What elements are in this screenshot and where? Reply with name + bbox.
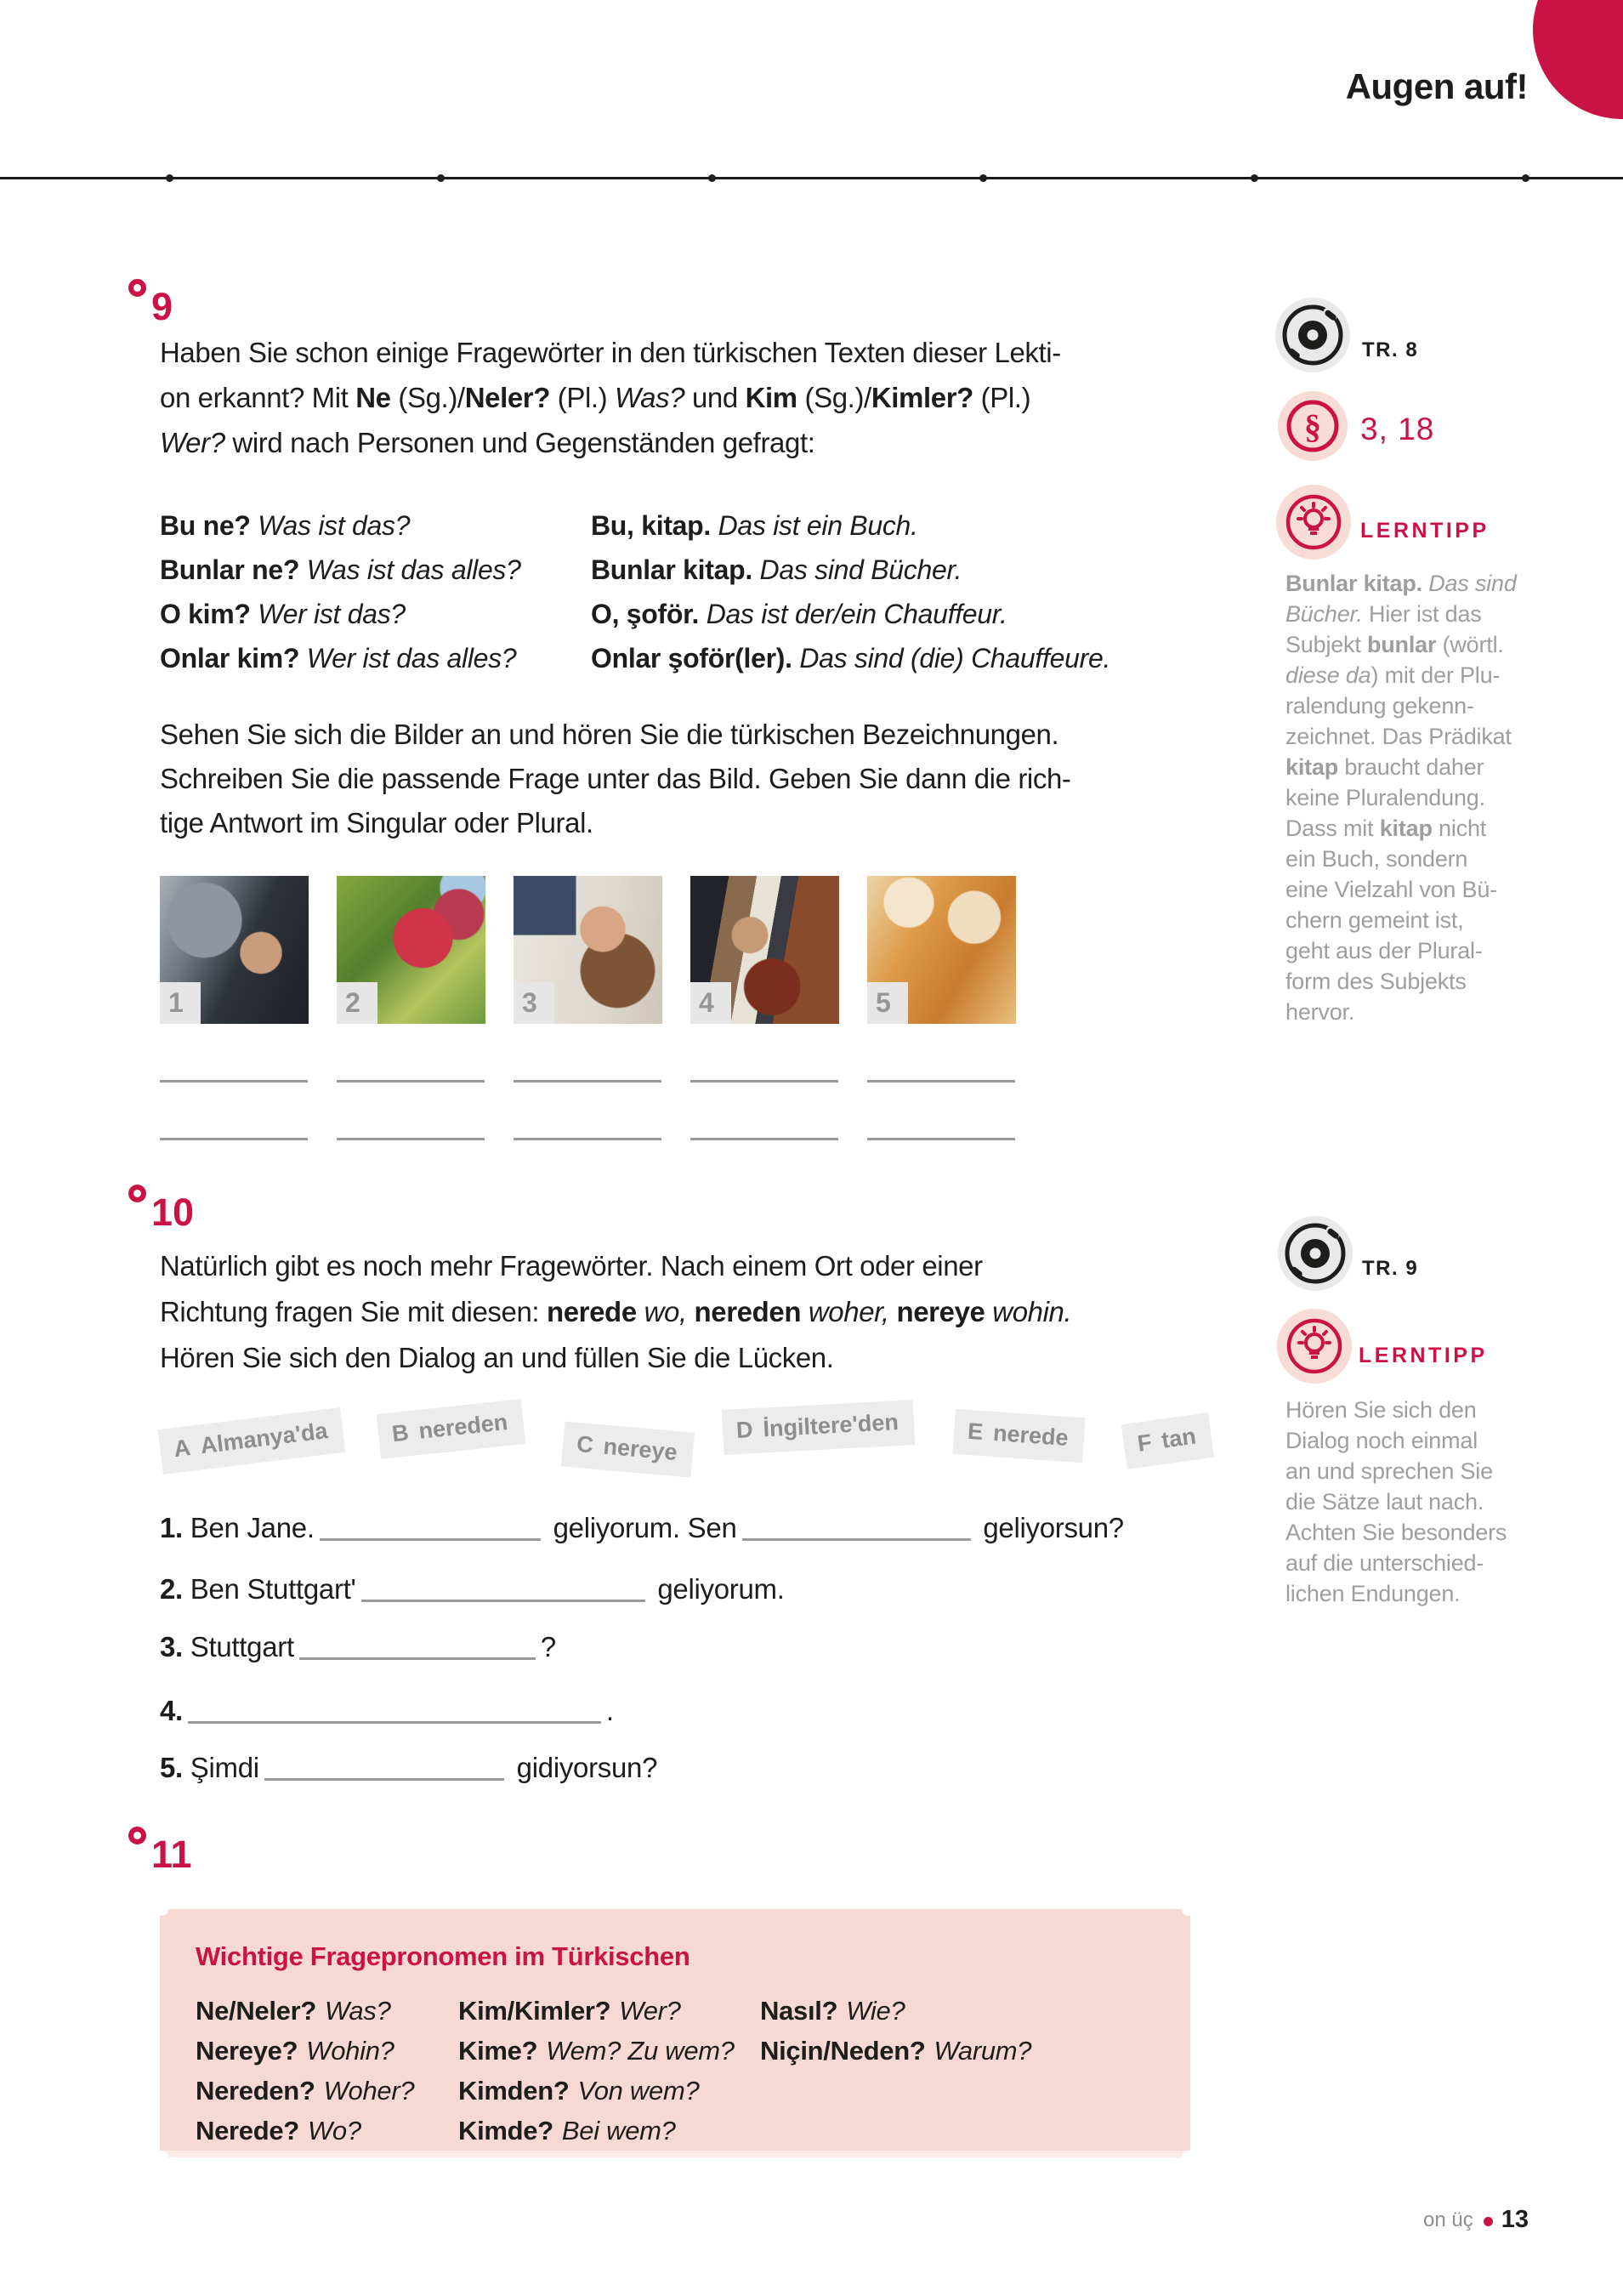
german-translation: Das sind Bücher. <box>759 554 962 585</box>
fill-in-sentence-4: 4. . <box>160 1695 614 1726</box>
turkish-question: Bu ne? <box>160 510 251 541</box>
photo-number-badge: 1 <box>160 982 201 1024</box>
pronoun-entry: Ne/Neler? Was? <box>196 1996 391 2026</box>
lerntipp-text-1: Bunlar kitap. Das sind Bücher. Hier ist das Subjekt bunlar (wörtl. diese da) mit der Plu- ralendung gekenn- zeichnet. Das Prädikat kitap braucht daher keine Pluralendung. Dass mit kitap nicht ein Buch, sondern eine Vielzahl von Bü- chern gemeint ist, geht aus der Plural- form des Subjekts hervor. <box>1285 571 1517 1025</box>
box-notch <box>155 1902 168 1916</box>
lightbulb-icon <box>1277 1309 1352 1384</box>
answer-line <box>514 1080 661 1083</box>
tile-a-almanyada <box>158 1407 346 1475</box>
footer-dot-icon <box>1484 2217 1493 2226</box>
exercise-9-instruction: Sehen Sie sich die Bilder an und hören Sie die türkischen Bezeichnungen. Schreiben Sie die passende Frage unter das Bild. Geben Sie dann die rich- tige Antwort im Singular oder Plural. <box>160 719 1071 838</box>
exercise-10-number: 10 <box>151 1191 195 1234</box>
photo-number-badge: 2 <box>337 982 377 1024</box>
rule-dot <box>166 174 173 182</box>
pronoun-column-2 <box>458 1991 735 2151</box>
tile-letter: B <box>390 1419 411 1447</box>
photo-number-badge: 3 <box>514 982 554 1024</box>
answer-line <box>337 1138 485 1140</box>
answer-line <box>867 1080 1015 1083</box>
pronoun-entry: Nasıl? Wie? <box>760 1996 905 2026</box>
pronoun-entry: Kime? Wem? Zu wem? <box>458 2036 735 2066</box>
lerntipp-text-2: Hören Sie sich den Dialog noch einmal an und sprechen Sie die Sätze laut nach. Achten Sie besonders auf die unterschied- lichen Endungen. <box>1285 1397 1507 1606</box>
pronoun-entry: Niçin/Neden? Warum? <box>760 2036 1032 2066</box>
pronoun-entry: Kimden? Von wem? <box>458 2076 700 2106</box>
german-translation: Wer ist das alles? <box>306 643 517 673</box>
photo-woman-with-headset <box>514 876 662 1024</box>
exercise-9-ring-icon <box>128 279 146 297</box>
pronoun-entry: Kim/Kimler? Wer? <box>458 1996 681 2026</box>
pronoun-column-3 <box>760 1991 1031 2071</box>
rule-dot <box>1522 174 1529 182</box>
turkish-answer: Bunlar kitap. <box>591 554 752 585</box>
audio-cd-icon <box>1278 1216 1353 1291</box>
lerntipp-label: LERNTIPP <box>1359 1344 1488 1367</box>
pronoun-entry: Nereden? Woher? <box>196 2076 415 2106</box>
paragraph-reference-icon <box>1278 391 1348 461</box>
fill-in-sentence-2: 2. Ben Stuttgart' geliyorum. <box>160 1573 785 1605</box>
svg-text:§: § <box>1304 407 1321 446</box>
turkish-answer: Onlar şoför(ler). <box>591 643 792 673</box>
photo-tea-glasses <box>867 876 1016 1024</box>
tile-letter: E <box>967 1418 985 1446</box>
tile-word: İngiltere'den <box>762 1409 899 1442</box>
info-box-title: Wichtige Fragepronomen im Türkischen <box>196 1941 690 1971</box>
german-translation: Das sind (die) Chauffeure. <box>799 643 1111 673</box>
answer-line <box>690 1080 838 1083</box>
track-8-label: TR. 8 <box>1362 338 1419 361</box>
page-number-word: on üç <box>1423 2208 1473 2231</box>
turkish-answer: O, şoför. <box>591 599 700 629</box>
german-translation: Wer ist das? <box>258 599 406 629</box>
german-translation: Was ist das alles? <box>306 554 521 585</box>
turkish-question: Onlar kim? <box>160 643 300 673</box>
turkish-question: Bunlar ne? <box>160 554 300 585</box>
answer-lines-row-2 <box>160 1138 1015 1140</box>
photo-number-badge: 5 <box>867 982 908 1024</box>
page-footer <box>1423 2206 1529 2234</box>
turkish-answer: Bu, kitap. <box>591 510 712 541</box>
rule-dot <box>979 174 987 182</box>
audio-cd-icon <box>1275 298 1350 372</box>
answer-line <box>160 1138 308 1140</box>
tile-letter: D <box>735 1417 754 1444</box>
tile-b-nereden <box>377 1399 525 1459</box>
phrase-row <box>160 636 1110 680</box>
phrase-row <box>160 592 1110 636</box>
tile-d-ingiltereden <box>722 1400 915 1455</box>
page-number: 13 <box>1501 2206 1529 2233</box>
phrase-table <box>160 503 1110 680</box>
tile-e-nerede <box>952 1409 1085 1463</box>
german-translation: Was ist das? <box>258 510 411 541</box>
tile-word: Almanya'da <box>198 1418 329 1459</box>
pronoun-column-1 <box>196 1991 414 2151</box>
lightbulb-icon <box>1276 485 1351 560</box>
box-bottom-strip <box>160 2151 1190 2157</box>
rule-dot <box>708 174 716 182</box>
tile-letter: C <box>576 1430 595 1458</box>
tile-c-nereye <box>561 1421 695 1477</box>
tile-letter: A <box>172 1434 192 1463</box>
track-9-label: TR. 9 <box>1362 1257 1419 1280</box>
pronoun-entry: Nerede? Wo? <box>196 2116 361 2145</box>
answer-line <box>514 1138 661 1140</box>
german-translation: Das ist ein Buch. <box>718 510 918 541</box>
fill-in-sentence-3: 3. Stuttgart ? <box>160 1631 556 1662</box>
pronoun-entry: Kimde? Bei wem? <box>458 2116 676 2145</box>
answer-line <box>867 1138 1015 1140</box>
page-title: Augen auf! <box>1345 66 1528 106</box>
turkish-question: O kim? <box>160 599 251 629</box>
fill-in-sentence-5: 5. Şimdi gidiyorsun? <box>160 1752 658 1783</box>
photo-judge-gavel <box>690 876 839 1024</box>
header-rule <box>0 177 1623 179</box>
tile-word: nereden <box>417 1409 509 1444</box>
answer-lines-row-1 <box>160 1080 1015 1083</box>
paragraph-reference: 3, 18 <box>1360 412 1435 446</box>
photo-row <box>160 876 1016 1024</box>
tile-word: nerede <box>992 1419 1070 1452</box>
corner-accent-circle <box>1533 0 1623 119</box>
photo-barber-cutting-hair <box>160 876 309 1024</box>
exercise-9-number: 9 <box>151 285 173 328</box>
tile-f-tan <box>1121 1412 1214 1469</box>
rule-dot <box>437 174 445 182</box>
tile-letter: F <box>1136 1429 1154 1457</box>
tile-word: nereye <box>602 1433 678 1466</box>
exercise-11-ring-icon <box>128 1827 146 1844</box>
tile-word: tan <box>1160 1423 1198 1453</box>
exercise-10-ring-icon <box>128 1185 146 1202</box>
photo-pomegranate-on-tree <box>337 876 485 1024</box>
exercise-9-intro: Haben Sie schon einige Fragewörter in den türkischen Texten dieser Lekti- on erkannt? Mit Ne (Sg.)/Neler? (Pl.) Was? und Kim (Sg.)/Kimler? (Pl.) Wer? wird nach Personen und Gegenständen gefragt: <box>160 337 1061 458</box>
phrase-row <box>160 503 1110 548</box>
german-translation: Das ist der/ein Chauffeur. <box>706 599 1007 629</box>
answer-line <box>690 1138 838 1140</box>
grammar-info-box <box>160 1909 1190 2157</box>
lerntipp-label: LERNTIPP <box>1360 519 1490 543</box>
pronoun-entry: Nereye? Wohin? <box>196 2036 394 2066</box>
exercise-10-intro: Natürlich gibt es noch mehr Fragewörter. Nach einem Ort oder einer Richtung fragen Sie mit diesen: nerede wo, nereden woher, nereye wohin. Hören Sie sich den Dialog an und füllen Sie die Lücken. <box>160 1250 1072 1373</box>
answer-line <box>337 1080 485 1083</box>
phrase-row <box>160 548 1110 592</box>
exercise-11-number: 11 <box>151 1833 192 1876</box>
answer-line <box>160 1080 308 1083</box>
fill-in-sentence-1: 1. Ben Jane. geliyorum. Sen geliyorsun? <box>160 1512 1124 1543</box>
rule-dot <box>1251 174 1258 182</box>
photo-number-badge: 4 <box>690 982 731 1024</box>
box-notch <box>1182 1902 1195 1916</box>
